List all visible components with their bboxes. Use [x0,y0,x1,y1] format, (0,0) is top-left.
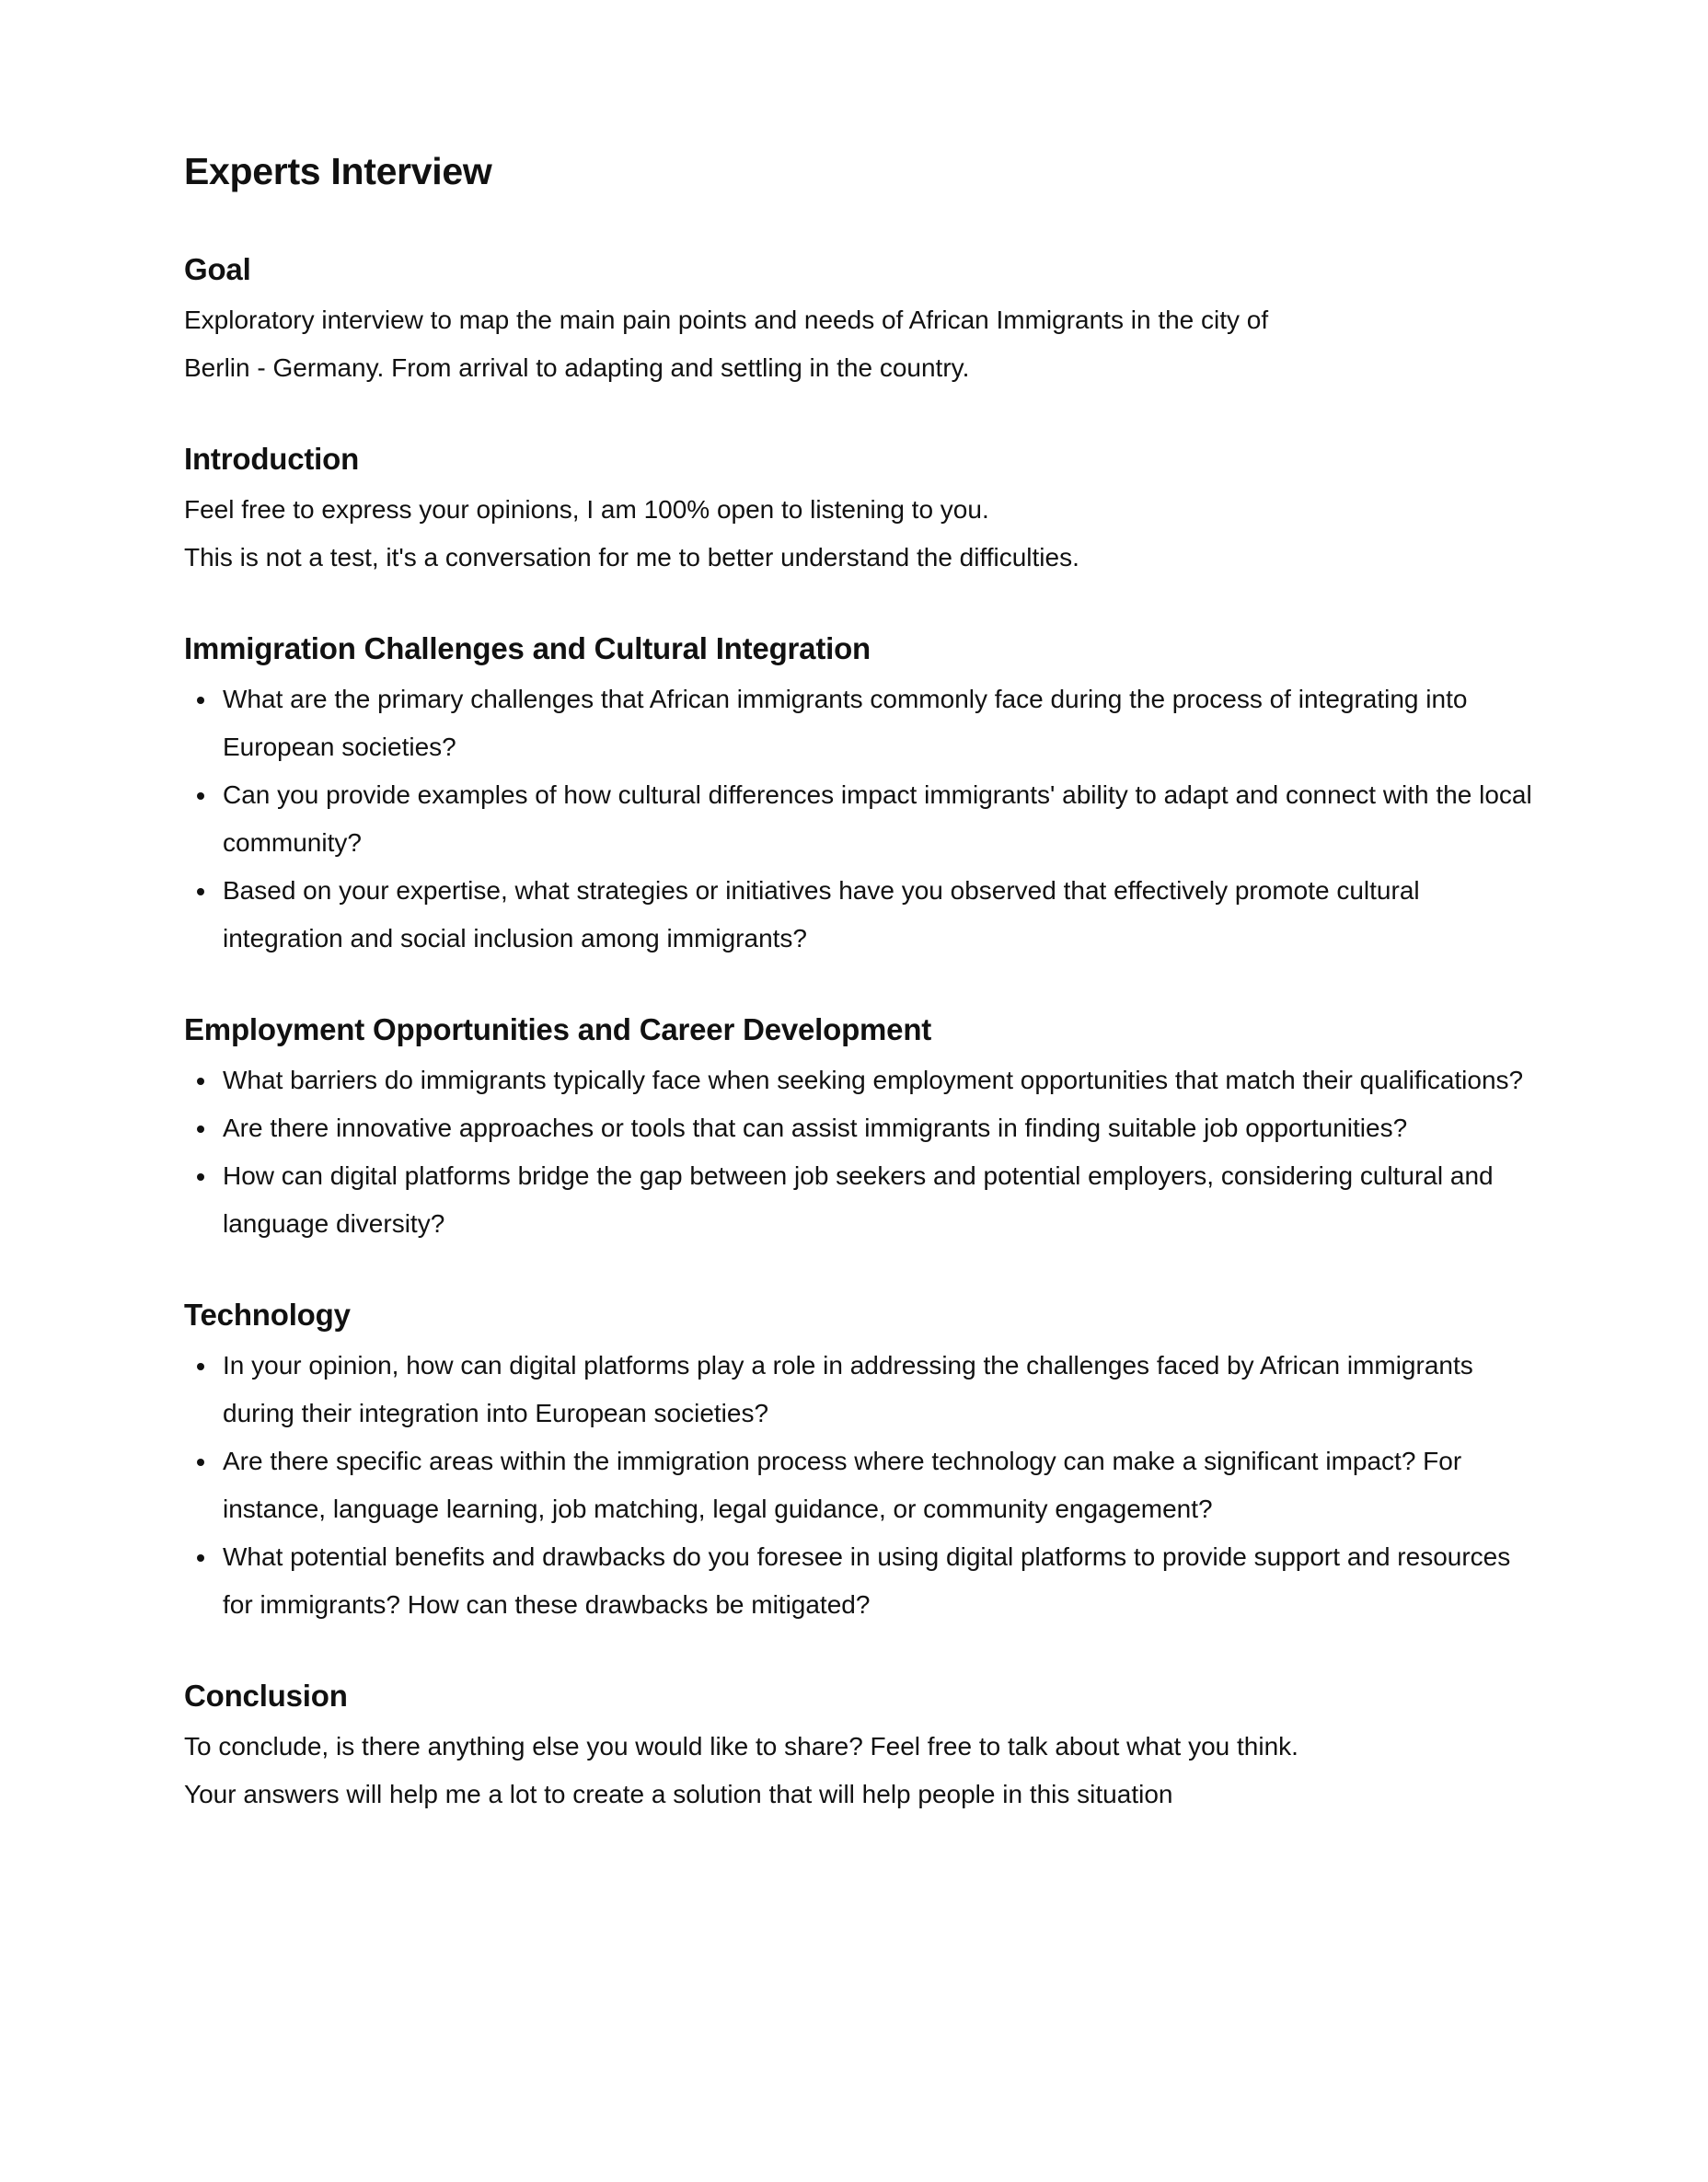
list-item: In your opinion, how can digital platforms play a role in addressing the challenges faced by African immigrants during their integration into European societies? [184,1342,1546,1437]
goal-heading: Goal [184,252,251,286]
introduction-line-2: This is not a test, it's a conversation for me to better understand the difficulties. [184,543,1079,571]
immigration-section [184,622,1546,963]
goal-line-1: Exploratory interview to map the main pain points and needs of African Immigrants in the city of [184,306,1269,334]
immigration-heading: Immigration Challenges and Cultural Integration [184,631,871,665]
introduction-section [184,433,1546,582]
technology-question-list [184,1342,1546,1629]
introduction-heading: Introduction [184,442,360,476]
goal-line-2: Berlin - Germany. From arrival to adapting and settling in the country. [184,353,970,382]
list-item: Are there specific areas within the immigration process where technology can make a significant impact? For instance, language learning, job matching, legal guidance, or community engagement? [184,1437,1546,1533]
list-item: What barriers do immigrants typically face when seeking employment opportunities that match their qualifications? [184,1056,1546,1104]
introduction-line-1: Feel free to express your opinions, I am 100% open to listening to you. [184,495,989,524]
employment-question-list [184,1056,1546,1248]
list-item: Are there innovative approaches or tools that can assist immigrants in finding suitable job opportunities? [184,1104,1546,1152]
conclusion-line-2: Your answers will help me a lot to create a solution that will help people in this situation [184,1780,1173,1808]
list-item: What are the primary challenges that African immigrants commonly face during the process of integrating into European societies? [184,675,1546,771]
technology-section [184,1288,1546,1629]
list-item: Can you provide examples of how cultural differences impact immigrants' ability to adapt and connect with the local community? [184,771,1546,867]
document-title: Experts Interview [184,150,492,192]
list-item: How can digital platforms bridge the gap between job seekers and potential employers, considering cultural and language diversity? [184,1152,1546,1248]
immigration-question-list [184,675,1546,963]
conclusion-line-1: To conclude, is there anything else you would like to share? Feel free to talk about what you think. [184,1732,1298,1761]
conclusion-section [184,1669,1546,1818]
technology-heading: Technology [184,1298,351,1332]
list-item: Based on your expertise, what strategies or initiatives have you observed that effectively promote cultural integration and social inclusion among immigrants? [184,867,1546,963]
employment-heading: Employment Opportunities and Career Development [184,1012,932,1046]
list-item: What potential benefits and drawbacks do you foresee in using digital platforms to provide support and resources for immigrants? How can these drawbacks be mitigated? [184,1533,1546,1629]
employment-section [184,1003,1546,1248]
conclusion-heading: Conclusion [184,1679,348,1713]
document-page [184,138,1546,1859]
goal-section [184,243,1546,392]
